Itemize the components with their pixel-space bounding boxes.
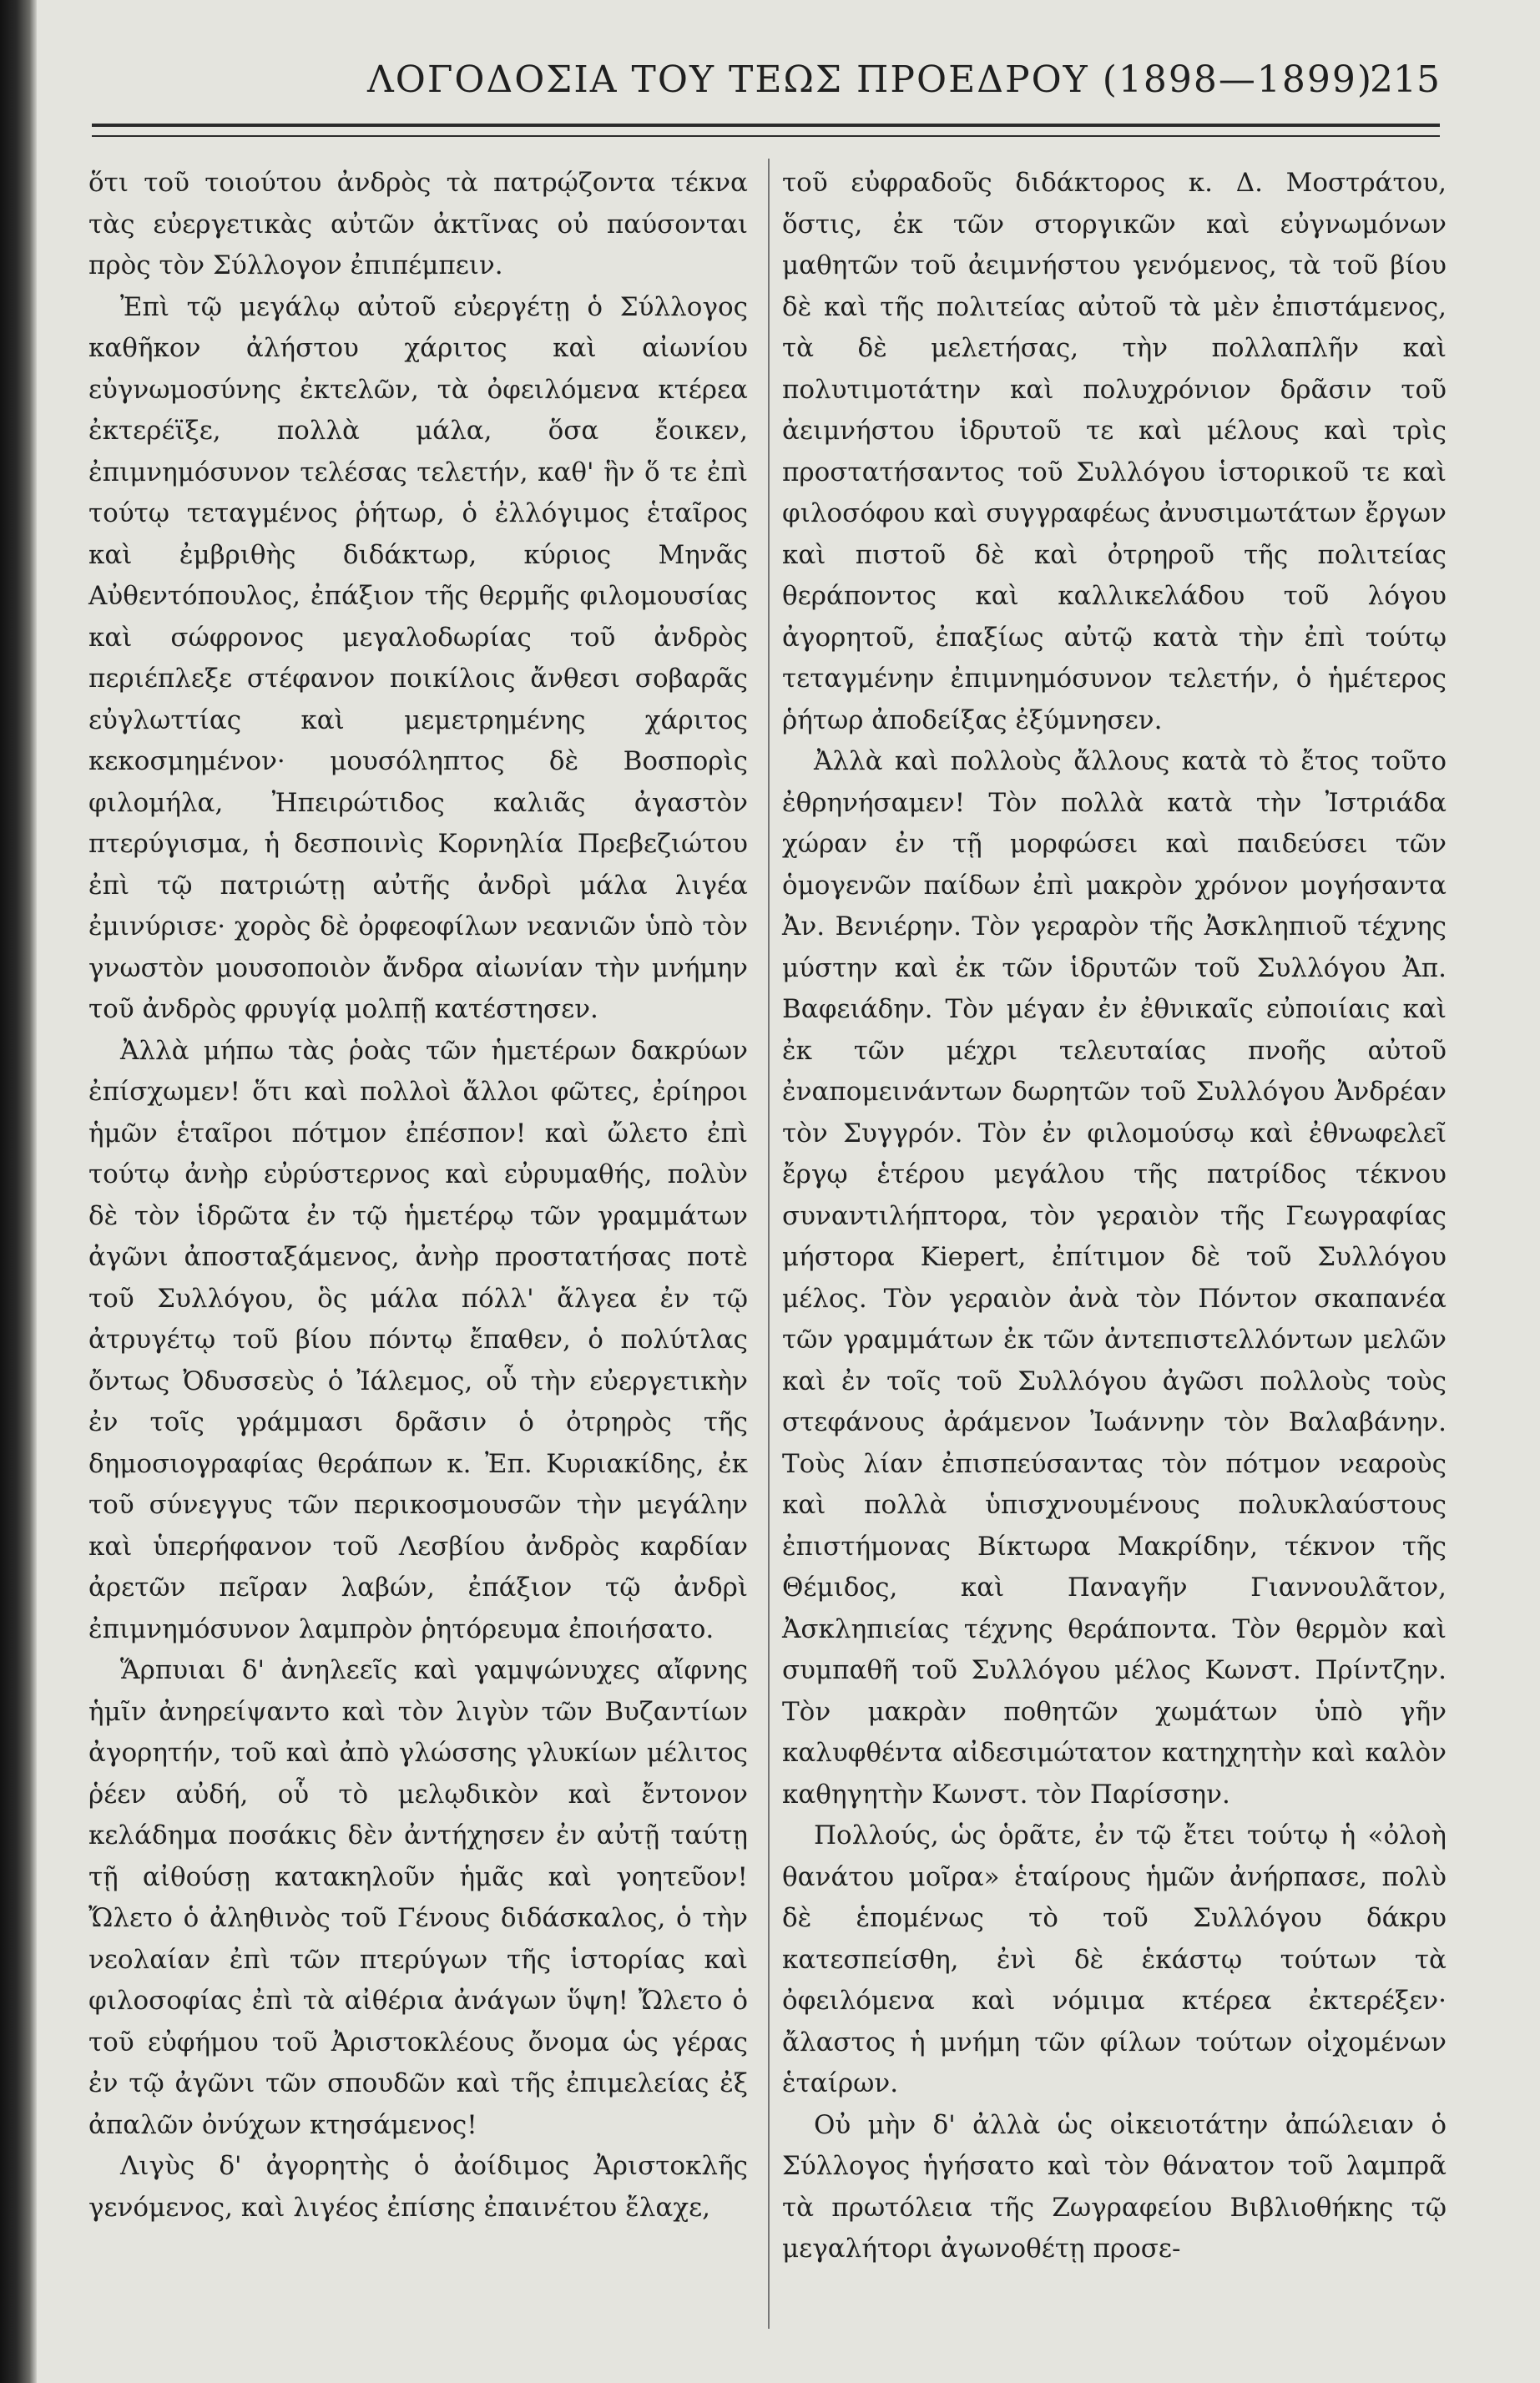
left-column xyxy=(88,163,748,2229)
paragraph: Ἀλλὰ καὶ πολλοὺς ἄλλους κατὰ τὸ ἔτος τοῦτο ἐθρηνήσαμεν! Τὸν πολλὰ κατὰ τὴν Ἰστριάδα χώραν ἐν τῇ μορφώσει καὶ παιδεύσει τῶν ὁμογενῶν παίδων ἐπὶ μακρὸν χρόνον μογήσαντα Ἀν. Βενιέρην. Τὸν γεραρὸν τῆς Ἀσκληπιοῦ τέχνης μύστην καὶ ἐκ τῶν ἱδρυτῶν τοῦ Συλλόγου Ἀπ. Βαφειάδην. Τὸν μέγαν ἐν ἐθνικαῖς εὐποιίαις καὶ ἐκ τῶν μέχρι τελευταίας πνοῆς αὐτοῦ ἐναπομεινάντων δωρητῶν τοῦ Συλλόγου Ἀνδρέαν τὸν Συγγρόν. Τὸν ἐν φιλομούσῳ καὶ ἐθνωφελεῖ ἔργῳ ἑτέρου μεγάλου τῆς πατρίδος τέκνου συναντιλήπτορα, τὸν γεραιὸν τῆς Γεωγραφίας μήστορα Kiepert, ἐπίτιμον δὲ τοῦ Συλλόγου μέλος. Τὸν γεραιὸν ἀνὰ τὸν Πόντον σκαπανέα τῶν γραμμάτων ἐκ τῶν ἀντεπιστελλόντων μελῶν καὶ ἐν τοῖς τοῦ Συλλόγου ἀγῶσι πολλοὺς τοὺς στεφάνους ἀράμενον Ἰωάννην τὸν Βαλαβάνην. Τοὺς λίαν ἐπισπεύσαντας τὸν πότμον νεαροὺς καὶ πολλὰ ὑπισχνουμένους πολυκλαύστους ἐπιστήμονας Βίκτωρα Μακρίδην, τέκνον τῆς Θέμιδος, καὶ Παναγῆν Γιαννουλᾶτον, Ἀσκληπιείας τέχνης θεράποντα. Τὸν θερμὸν καὶ συμπαθῆ τοῦ Συλλόγου μέλος Κωνστ. Πρίντζην. Τὸν μακρὰν ποθητῶν χωμάτων ὑπὸ γῆν καλυφθέντα αἰδεσιμώτατον κατηχητὴν καὶ καλὸν καθηγητὴν Κωνστ. τὸν Παρίσσην. xyxy=(782,746,1447,1810)
page-number: 215 xyxy=(1370,58,1440,101)
paragraph: Ἀλλὰ μήπω τὰς ῥοὰς τῶν ἡμετέρων δακρύων ἐπίσχωμεν! ὅτι καὶ πολλοὶ ἄλλοι φῶτες, ἐρίηροι ἡμῶν ἑταῖροι πότμον ἐπέσπον! καὶ ὤλετο ἐπὶ τούτῳ ἀνὴρ εὐρύστερνος καὶ εὐρυμαθής, πολὺν δὲ τὸν ἱδρῶτα ἐν τῷ ἡμετέρῳ τῶν γραμμάτων ἀγῶνι ἀποσταξάμενος, ἀνὴρ προστατήσας ποτὲ τοῦ Συλλόγου, ὃς μάλα πόλλ' ἄλγεα ἐν τῷ ἀτρυγέτῳ τοῦ βίου πόντῳ ἔπαθεν, ὁ πολύτλας ὄντως Ὀδυσσεὺς ὁ Ἰάλεμος, οὗ τὴν εὐεργετικὴν ἐν τοῖς γράμμασι δρᾶσιν ὁ ὀτρηρὸς τῆς δημοσιογραφίας θεράπων κ. Ἐπ. Κυριακίδης, ἐκ τοῦ σύνεγγυς τῶν περικοσμουσῶν τὴν μεγάλην καὶ ὑπερήφανον τοῦ Λεσβίου ἀνδρὸς καρδίαν ἀρετῶν πεῖραν λαβών, ἐπάξιον τῷ ἀνδρὶ ἐπιμνημόσυνον λαμπρὸν ῥητόρευμα ἐποιήσατο. xyxy=(88,1035,748,1644)
paragraph: Ἅρπυιαι δ' ἀνηλεεῖς καὶ γαμψώνυχες αἴφνης ἡμῖν ἀνηρείψαντο καὶ τὸν λιγὺν τῶν Βυζαντίων ἀγορητήν, τοῦ καὶ ἀπὸ γλώσσης γλυκίων μέλιτος ῥέεν αὐδή, οὗ τὸ μελῳδικὸν καὶ ἔντονον κελάδημα ποσάκις δὲν ἀντήχησεν ἐν αὐτῇ ταύτῃ τῇ αἰθούσῃ κατακηλοῦν ἡμᾶς καὶ γοητεῦον! Ὤλετο ὁ ἀληθινὸς τοῦ Γένους διδάσκαλος, ὁ τὴν νεολαίαν ἐπὶ τῶν πτερύγων τῆς ἱστορίας καὶ φιλοσοφίας ἐπὶ τὰ αἰθέρια ἀνάγων ὕψη! Ὤλετο ὁ τοῦ εὐφήμου τοῦ Ἀριστοκλέους ὄνομα ὡς γέρας ἐν τῷ ἀγῶνι τῶν σπουδῶν καὶ τῆς ἐπιμελείας ἐξ ἀπαλῶν ὀνύχων κτησάμενος! xyxy=(88,1655,748,2140)
running-title: ΛΟΓΟΔΟΣΙΑ ΤΟΥ ΤΕΩΣ ΠΡΟΕΔΡΟΥ (1898—1899) xyxy=(367,58,1373,101)
column-divider xyxy=(768,159,770,2329)
paragraph: Ἐπὶ τῷ μεγάλῳ αὐτοῦ εὐεργέτῃ ὁ Σύλλογος καθῆκον ἀλήστου χάριτος καὶ αἰωνίου εὐγνωμοσύνης ἐκτελῶν, τὰ ὀφειλόμενα κτέρεα ἐκτερέϊξε, πολλὰ μάλα, ὅσα ἔοικεν, ἐπιμνημόσυνον τελέσας τελετήν, καθ' ἣν ὅ τε ἐπὶ τούτῳ τεταγμένος ῥήτωρ, ὁ ἐλλόγιμος ἑταῖρος καὶ ἐμβριθὴς διδάκτωρ, κύριος Μηνᾶς Αὐθεντόπουλος, ἐπάξιον τῆς θερμῆς φιλομουσίας καὶ σώφρονος μεγαλοδωρίας τοῦ ἀνδρὸς περιέπλεξε στέφανον ποικίλοις ἄνθεσι σοβαρᾶς εὐγλωττίας καὶ μεμετρημένης χάριτος κεκοσμημένον· μουσόληπτος δὲ Βοσπορὶς φιλομήλα, Ἠπειρώτιδος καλιᾶς ἀγαστὸν πτερύγισμα, ἡ δεσποινὶς Κορνηλία Πρεβεζιώτου ἐπὶ τῷ πατριώτῃ αὐτῆς ἀνδρὶ μάλα λιγέα ἐμινύρισε· χορὸς δὲ ὀρφεοφίλων νεανιῶν ὑπὸ τὸν γνωστὸν μουσοποιὸν ἄνδρα αἰωνίαν τὴν μνήμην τοῦ ἀνδρὸς φρυγίᾳ μολπῇ κατέστησεν. xyxy=(88,291,748,1024)
binding-shadow xyxy=(0,0,37,2383)
page-header xyxy=(92,50,1440,117)
paragraph: Οὐ μὴν δ' ἀλλὰ ὡς οἰκειοτάτην ἀπώλειαν ὁ Σύλλογος ἡγήσατο καὶ τὸν θάνατον τοῦ λαμπρᾶ τὰ πρωτόλεια τῆς Ζωγραφείου Βιβλιοθήκης τῷ μεγαλήτορι ἀγωνοθέτῃ προσε- xyxy=(782,2109,1447,2264)
paragraph: Λιγὺς δ' ἀγορητὴς ὁ ἀοίδιμος Ἀριστοκλῆς γενόμενος, καὶ λιγέος ἐπίσης ἐπαινέτου ἔλαχε, xyxy=(88,2151,748,2223)
paragraph: ὅτι τοῦ τοιούτου ἀνδρὸς τὰ πατρῴζοντα τέκνα τὰς εὐεργετικὰς αὐτῶν ἀκτῖνας οὐ παύσονται πρὸς τὸν Σύλλογον ἐπιπέμπειν. xyxy=(88,168,748,280)
paragraph: τοῦ εὐφραδοῦς διδάκτορος κ. Δ. Μοστράτου, ὅστις, ἐκ τῶν στοργικῶν καὶ εὐγνωμόνων μαθητῶν τοῦ ἀειμνήστου γενόμενος, τὰ τοῦ βίου δὲ καὶ τῆς πολιτείας αὐτοῦ τὰ μὲν ἐπιστάμενος, τὰ δὲ μελετήσας, τὴν πολλαπλῆν καὶ πολυτιμοτάτην καὶ πολυχρόνιον δρᾶσιν τοῦ ἀειμνήστου ἱδρυτοῦ τε καὶ μέλους καὶ τρὶς προστατήσαντος τοῦ Συλλόγου ἱστορικοῦ τε καὶ φιλοσόφου καὶ συγγραφέως ἀνυσιμωτάτων ἔργων καὶ πιστοῦ δὲ καὶ ὀτρηροῦ τῆς πολιτείας θεράποντος καὶ καλλικελάδου τοῦ λόγου ἀγορητοῦ, ἐπαξίως αὐτῷ κατὰ τὴν ἐπὶ τούτῳ τεταγμένην ἐπιμνημόσυνον τελετήν, ὁ ἡμέτερος ῥήτωρ ἀποδείξας ἐξύμνησεν. xyxy=(782,168,1447,735)
right-column xyxy=(782,163,1447,2270)
header-rule xyxy=(92,124,1440,137)
paragraph: Πολλούς, ὡς ὁρᾶτε, ἐν τῷ ἔτει τούτῳ ἡ «ὀλοὴ θανάτου μοῖρα» ἑταίρους ἡμῶν ἀνήρπασε, πολὺ δὲ ἑπομένως τὸ τοῦ Συλλόγου δάκρυ κατεσπείσθη, ἐνὶ δὲ ἑκάστῳ τούτων τὰ ὀφειλόμενα καὶ νόμιμα κτέρεα ἐκτερέξεν· ἄλαστος ἡ μνήμη τῶν φίλων τούτων οἰχομένων ἑταίρων. xyxy=(782,1820,1447,2098)
